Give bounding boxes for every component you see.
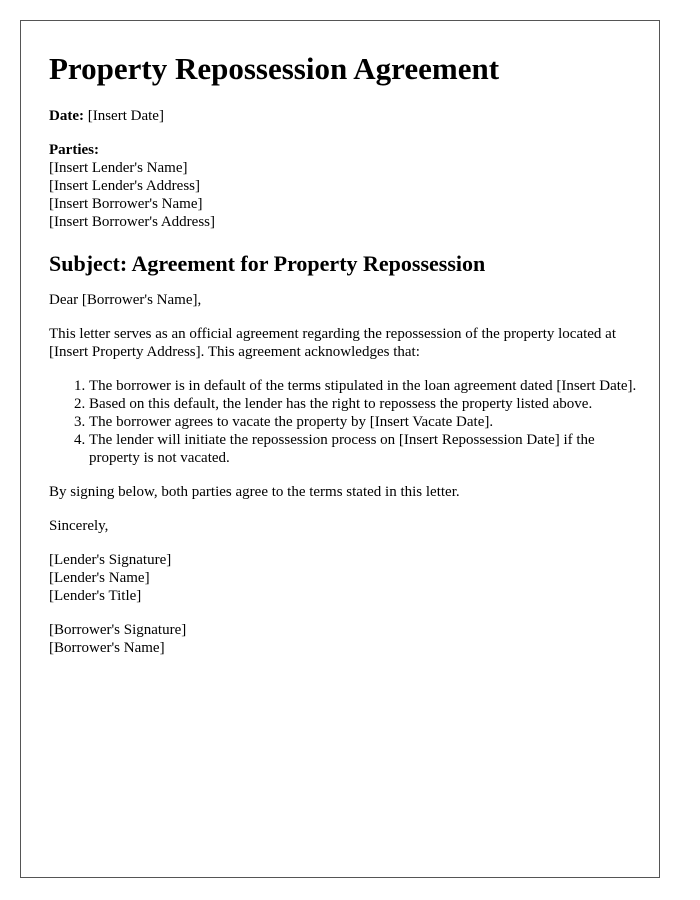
salutation: Dear [Borrower's Name], [49, 292, 202, 308]
terms-list [49, 377, 639, 467]
lender-signature-block [49, 551, 639, 605]
borrower-signature-block [49, 621, 639, 657]
subject-heading: Subject: Agreement for Property Repossession [49, 251, 486, 276]
date-line [49, 107, 639, 125]
borrower-name: [Borrower's Name] [49, 640, 165, 656]
parties-label: Parties: [49, 142, 99, 158]
intro-paragraph: This letter serves as an official agreement regarding the repossession of the property located at [Insert Property Address]. This agreement acknowledges that: [49, 326, 617, 360]
closing-statement: By signing below, both parties agree to the terms stated in this letter. [49, 484, 460, 500]
parties-block [49, 141, 639, 231]
term-item: 1. The borrower is in default of the terms stipulated in the loan agreement dated [Insert Date]. [89, 377, 639, 395]
date-label: Date: [49, 108, 84, 124]
term-item: 3. The borrower agrees to vacate the property by [Insert Vacate Date]. [89, 413, 639, 431]
letter-page [20, 20, 660, 878]
party-borrower-name: [Insert Borrower's Name] [49, 196, 203, 212]
lender-name: [Lender's Name] [49, 570, 150, 586]
party-borrower-address: [Insert Borrower's Address] [49, 214, 215, 230]
lender-signature: [Lender's Signature] [49, 552, 172, 568]
term-item: 2. Based on this default, the lender has the right to repossess the property listed above. [89, 395, 639, 413]
term-item: 4. The lender will initiate the repossession process on [Insert Repossession Date] if the property is not vacated. [89, 431, 639, 467]
lender-title: [Lender's Title] [49, 588, 142, 604]
party-lender-address: [Insert Lender's Address] [49, 178, 200, 194]
letter-content [49, 51, 639, 673]
borrower-signature: [Borrower's Signature] [49, 622, 187, 638]
date-value: [Insert Date] [87, 108, 164, 124]
party-lender-name: [Insert Lender's Name] [49, 160, 188, 176]
document-title: Property Repossession Agreement [49, 51, 500, 86]
sign-off: Sincerely, [49, 518, 109, 534]
